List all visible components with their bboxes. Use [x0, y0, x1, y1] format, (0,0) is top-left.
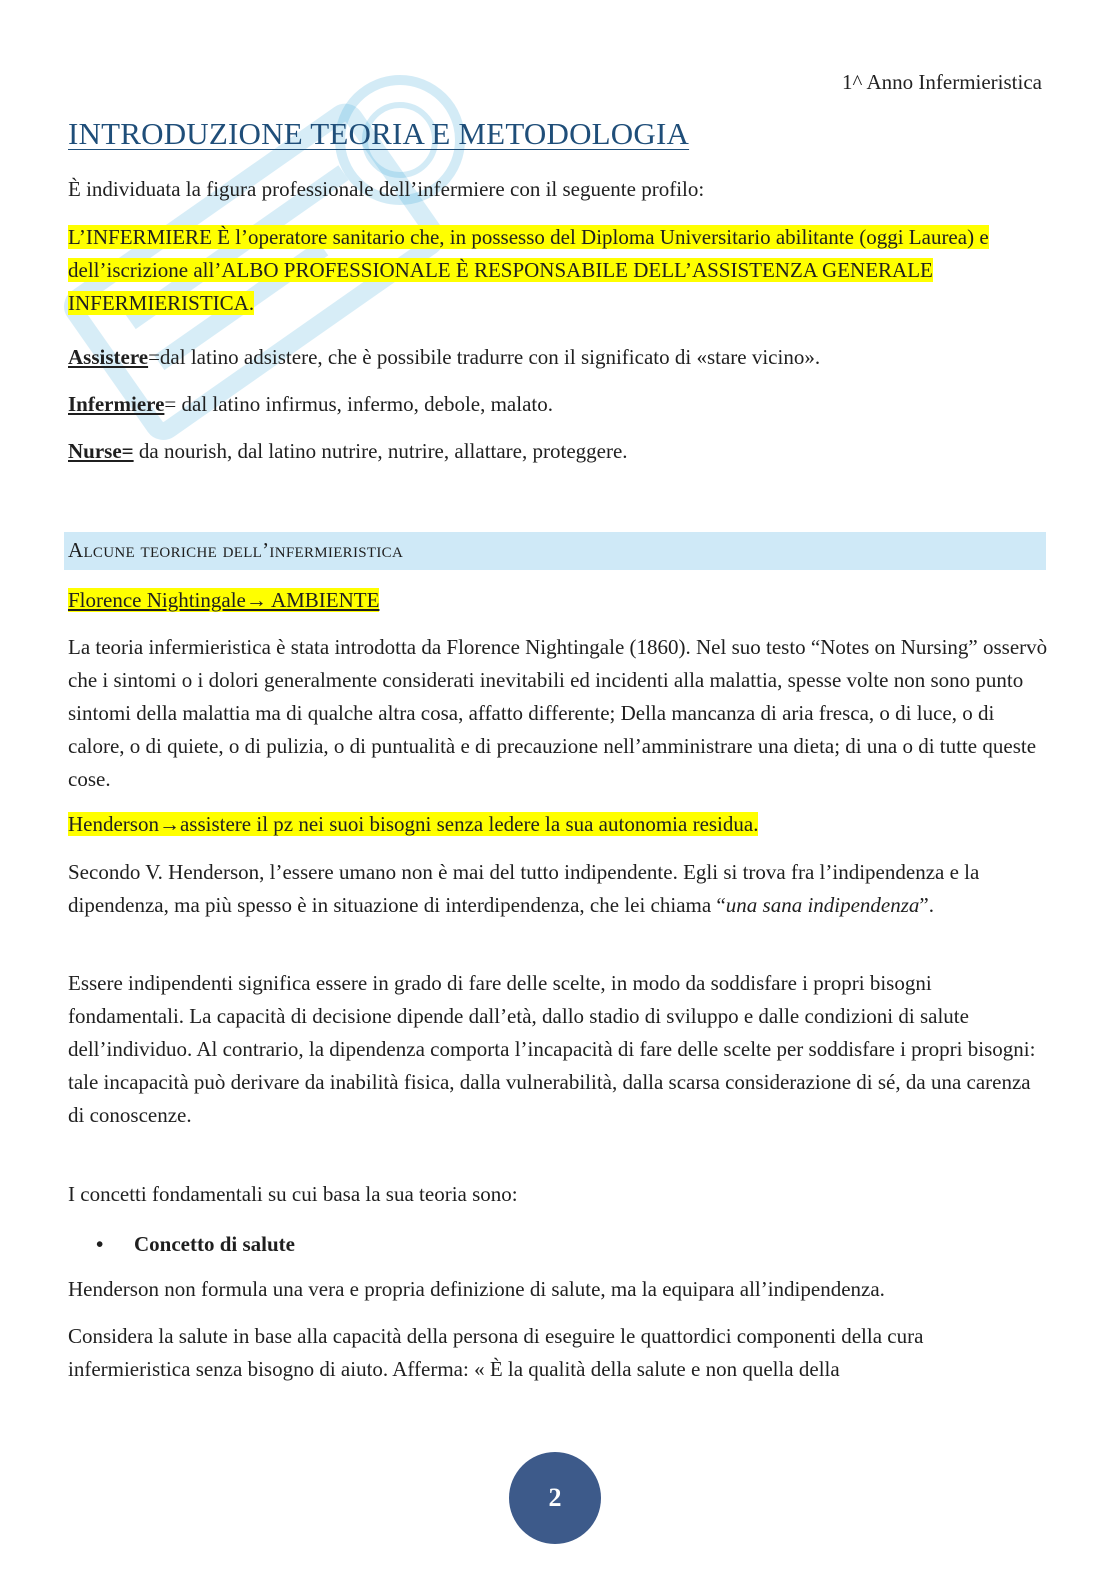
henderson-paragraph-4: Considera la salute in base alla capacità della persona di eseguire le quattordici componenti della cura infermieristica senza bisogno di aiuto. Afferma: « È la qualità della salute e non quella della [68, 1324, 924, 1381]
term-label: Infermiere [68, 392, 165, 416]
henderson-paragraph-3: Henderson non formula una vera e propria definizione di salute, ma la equipara all’indipendenza. [68, 1277, 885, 1301]
running-header: 1^ Anno Infermieristica [842, 70, 1042, 94]
intro-paragraph: È individuata la figura professionale dell’infermiere con il seguente profilo: [68, 177, 705, 201]
term-infermiere [68, 388, 1048, 421]
section-heading: Alcune teoriche dell’infermieristica [68, 538, 404, 562]
henderson-paragraph-2: Essere indipendenti significa essere in grado di fare delle scelte, in modo da soddisfare i propri bisogni fondamentali. La capacità di decisione dipende dall’età, dallo stadio di sviluppo e dalle condizioni di salute dell’individuo. Al contrario, la dipendenza comporta l’incapacità di fare delle scelte per soddisfare i propri bisogni: tale incapacità può derivare da inabilità fisica, dalla vulnerabilità, dalla scarsa considerazione di sé, da una carenza di conoscenze. [68, 971, 1036, 1127]
page-title: INTRODUZIONE TEORIA E METODOLOGIA [68, 116, 690, 151]
term-definition: = dal latino infirmus, infermo, debole, malato. [164, 392, 553, 416]
term-definition: da nourish, dal latino nutrire, nutrire, allattare, proteggere. [133, 439, 628, 463]
term-label: Nurse= [68, 439, 134, 463]
paragraph-italic: una sana indipendenza [725, 893, 920, 917]
paragraph-text-end: ”. [919, 893, 934, 917]
paragraph-text: Secondo V. Henderson, l’essere umano non è mai del tutto indipendente. Egli si trova fra l’indipendenza e la dipendenza, ma più spesso è in situazione di interdipendenza, che lei chiama “ [68, 860, 980, 917]
nightingale-heading [68, 584, 1048, 617]
bullet-label: Concetto di salute [134, 1232, 295, 1256]
henderson-heading-text: Henderson→assistere il pz nei suoi bisogni senza ledere la sua autonomia residua. [68, 812, 759, 836]
bullet-icon: • [96, 1232, 104, 1256]
page-number: 2 [509, 1452, 601, 1544]
nightingale-paragraph: La teoria infermieristica è stata introdotta da Florence Nightingale (1860). Nel suo testo “Notes on Nursing” osservò che i sintomi o i dolori generalmente considerati inevitabili ed incidenti alla malattia, spesse volte non sono punto sintomi della malattia ma di qualche altra cosa, affatto differente; Della mancanza di aria fresca, o di luce, o di calore, o di quiete, o di pulizia, o di puntualità e di precauzione nell’amministrare una dieta; di una o di tutte queste cose. [68, 635, 1048, 791]
definition-highlight: L’INFERMIERE È l’operatore sanitario che, in possesso del Diploma Universitario abilitante (oggi Laurea) e dell’iscrizione all’ALBO PROFESSIONALE È RESPONSABILE DELL’ASSISTENZA GENERALE INFERMIERISTICA. [68, 225, 989, 315]
definition-paragraph [68, 221, 1043, 320]
concepts-intro: I concetti fondamentali su cui basa la sua teoria sono: [68, 1182, 518, 1206]
henderson-heading [68, 808, 1048, 841]
nightingale-heading-text: Florence Nightingale→ AMBIENTE [68, 588, 380, 612]
term-assistere [68, 341, 1048, 374]
term-nurse [68, 435, 1048, 468]
term-label: Assistere [68, 345, 149, 369]
term-definition: =dal latino adsistere, che è possibile tradurre con il significato di «stare vicino». [148, 345, 821, 369]
henderson-paragraph-1 [68, 856, 1048, 922]
bullet-item [96, 1228, 295, 1261]
